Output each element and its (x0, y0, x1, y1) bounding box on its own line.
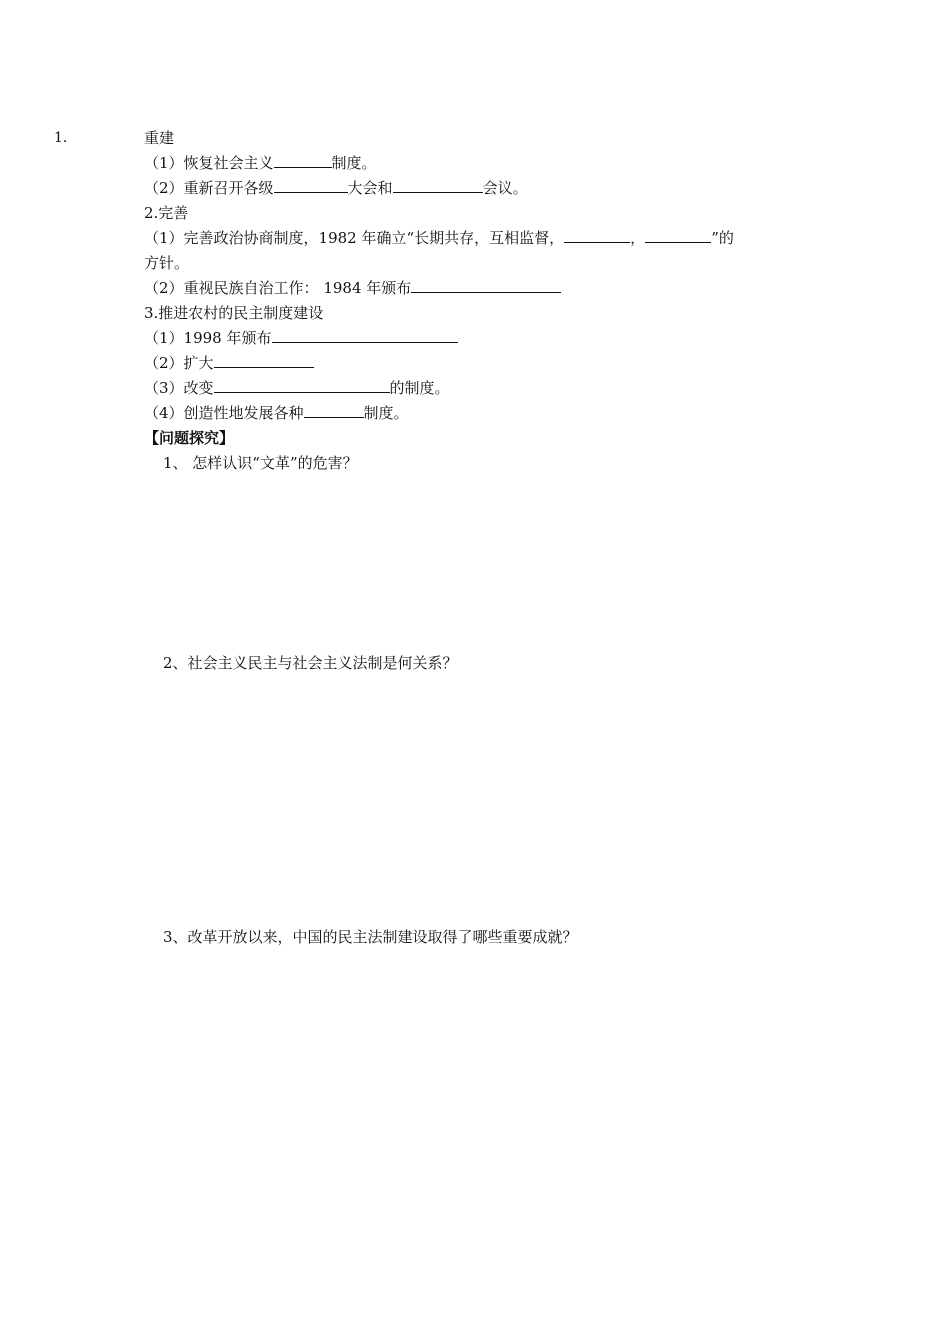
answer-blank[interactable] (214, 378, 390, 393)
answer-blank[interactable] (645, 228, 711, 243)
item-text-continued: 方针。 (144, 254, 190, 272)
answer-blank[interactable] (274, 153, 332, 168)
item-text: （2）重视民族自治工作： 1984 年颁布 (144, 279, 412, 297)
answer-blank[interactable] (214, 353, 314, 368)
answer-blank[interactable] (274, 178, 348, 193)
item-ethnic-autonomy (144, 278, 561, 298)
section-title-rural-democracy: 3.推进农村的民主制度建设 (144, 304, 324, 322)
answer-blank[interactable] (304, 403, 364, 418)
item-expand (144, 353, 314, 373)
question-1: 1、 怎样认识“文革”的危害？ (163, 454, 358, 472)
inquiry-heading: 【问题探究】 (144, 429, 235, 447)
item-text: 的制度。 (389, 379, 450, 397)
item-text: （2）重新召开各级 (144, 179, 274, 197)
item-text: （2）扩大 (144, 354, 214, 372)
answer-blank[interactable] (393, 178, 483, 193)
item-text: （1）1998 年颁布 (144, 329, 272, 347)
item-text: （1）完善政治协商制度，1982 年确立“长期共存，互相监督， (144, 229, 565, 247)
item-reconvene-congress (144, 178, 528, 198)
item-text: 制度。 (331, 154, 377, 172)
item-text: 大会和 (347, 179, 393, 197)
answer-blank[interactable] (564, 228, 630, 243)
item-text: （3）改变 (144, 379, 214, 397)
item-text: （1）恢复社会主义 (144, 154, 274, 172)
item-change (144, 378, 450, 398)
item-text: 会议。 (482, 179, 528, 197)
section-title-improve: 2.完善 (144, 204, 189, 222)
item-1998-law (144, 328, 458, 348)
answer-blank[interactable] (411, 278, 561, 293)
item-text: 制度。 (363, 404, 409, 422)
question-3: 3、改革开放以来，中国的民主法制建设取得了哪些重要成就？ (163, 928, 578, 946)
section-number: 1． (54, 130, 77, 146)
section-title-rebuild: 重建 (144, 129, 175, 147)
item-develop (144, 403, 409, 423)
item-text: ”的 (711, 229, 734, 247)
item-restore-system (144, 153, 377, 173)
item-text: ， (630, 229, 646, 247)
item-text: （4）创造性地发展各种 (144, 404, 304, 422)
answer-blank[interactable] (272, 328, 458, 343)
item-political-consultation (144, 228, 734, 248)
question-2: 2、社会主义民主与社会主义法制是何关系？ (163, 654, 458, 672)
